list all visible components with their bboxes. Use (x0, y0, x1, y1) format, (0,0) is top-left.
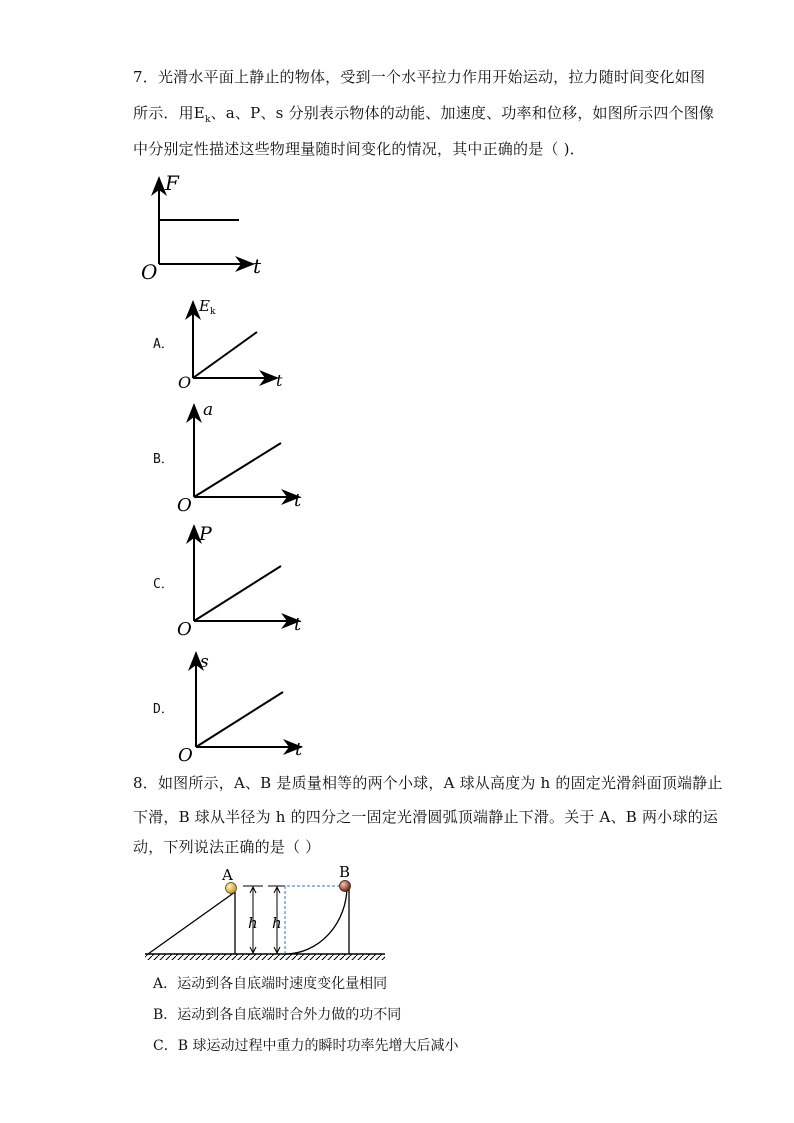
height-b-label: h (272, 914, 282, 932)
quarter-arc (285, 886, 347, 954)
q7-option-b-graph (175, 400, 305, 516)
height-a-label: h (248, 914, 258, 932)
q7-option-a-graph (175, 294, 285, 390)
d-graph-y-label: s (200, 652, 209, 672)
f-graph-x-label: t (253, 254, 262, 278)
q7-line-3: 中分别定性描述这些物理量随时间变化的情况，其中正确的是（ )． (133, 140, 585, 158)
q7-option-b-label: B． (153, 452, 174, 467)
b-graph-line (194, 443, 281, 497)
q7-option-c-graph (175, 520, 305, 638)
q8-line-1: 8．如图所示，A、B 是质量相等的两个小球，A 球从高度为 h 的固定光滑斜面顶端静止 (133, 774, 723, 792)
q8-option-b: B．运动到各自底端时合外力做的功不同 (153, 1007, 402, 1023)
a-graph-line (193, 332, 257, 378)
q8-figure (140, 863, 390, 966)
d-graph-x-label: t (295, 739, 303, 760)
q7-line-1: 7．光滑水平面上静止的物体，受到一个水平拉力作用开始运动，拉力随时间变化如图 (133, 68, 706, 86)
incline (148, 892, 235, 954)
ball-a-label: A (222, 866, 233, 884)
ball-b (340, 881, 351, 892)
ball-b-label: B (339, 863, 351, 881)
c-graph-origin: O (177, 619, 192, 640)
q7-option-a-label: A． (153, 337, 174, 352)
b-graph-y-label: a (203, 400, 214, 420)
ground-hatching (145, 954, 385, 960)
c-graph-x-label: t (294, 614, 302, 635)
f-graph-y-label: F (165, 171, 179, 195)
force-time-graph (135, 170, 265, 285)
d-graph-line (196, 692, 283, 747)
a-graph-y-label: E (199, 297, 210, 315)
q7-option-d-label: D． (153, 702, 174, 717)
a-graph-x-label: t (276, 371, 283, 390)
b-graph-origin: O (177, 495, 192, 516)
q7-option-d-graph (175, 648, 305, 764)
q8-line-3: 动，下列说法正确的是（ ） (133, 838, 321, 856)
q7-line-2-start: 所示．用E (133, 104, 205, 122)
q7-option-c-label: C． (153, 577, 174, 592)
ball-a (226, 883, 237, 894)
q7-line-2 (133, 102, 714, 125)
d-graph-origin: O (178, 745, 193, 766)
q7-line-2-rest: 、a、P、s 分别表示物体的动能、加速度、功率和位移，如图所示四个图像 (210, 104, 715, 122)
q8-line-2: 下滑，B 球从半径为 h 的四分之一固定光滑圆弧顶端静止下滑。关于 A、B 两小球的运 (133, 808, 718, 826)
q7-ek-subscript: k (204, 115, 211, 125)
q8-option-c: C．B 球运动过程中重力的瞬时功率先增大后减小 (153, 1038, 459, 1054)
b-graph-x-label: t (294, 490, 302, 511)
a-graph-origin: O (178, 373, 192, 392)
q8-option-a: A．运动到各自底端时速度变化量相同 (153, 976, 388, 992)
c-graph-line (194, 566, 281, 621)
a-graph-y-subscript: k (210, 307, 216, 317)
f-graph-origin: O (141, 260, 158, 284)
arc-radius-dashed-box (285, 886, 345, 954)
c-graph-y-label: P (199, 523, 212, 545)
